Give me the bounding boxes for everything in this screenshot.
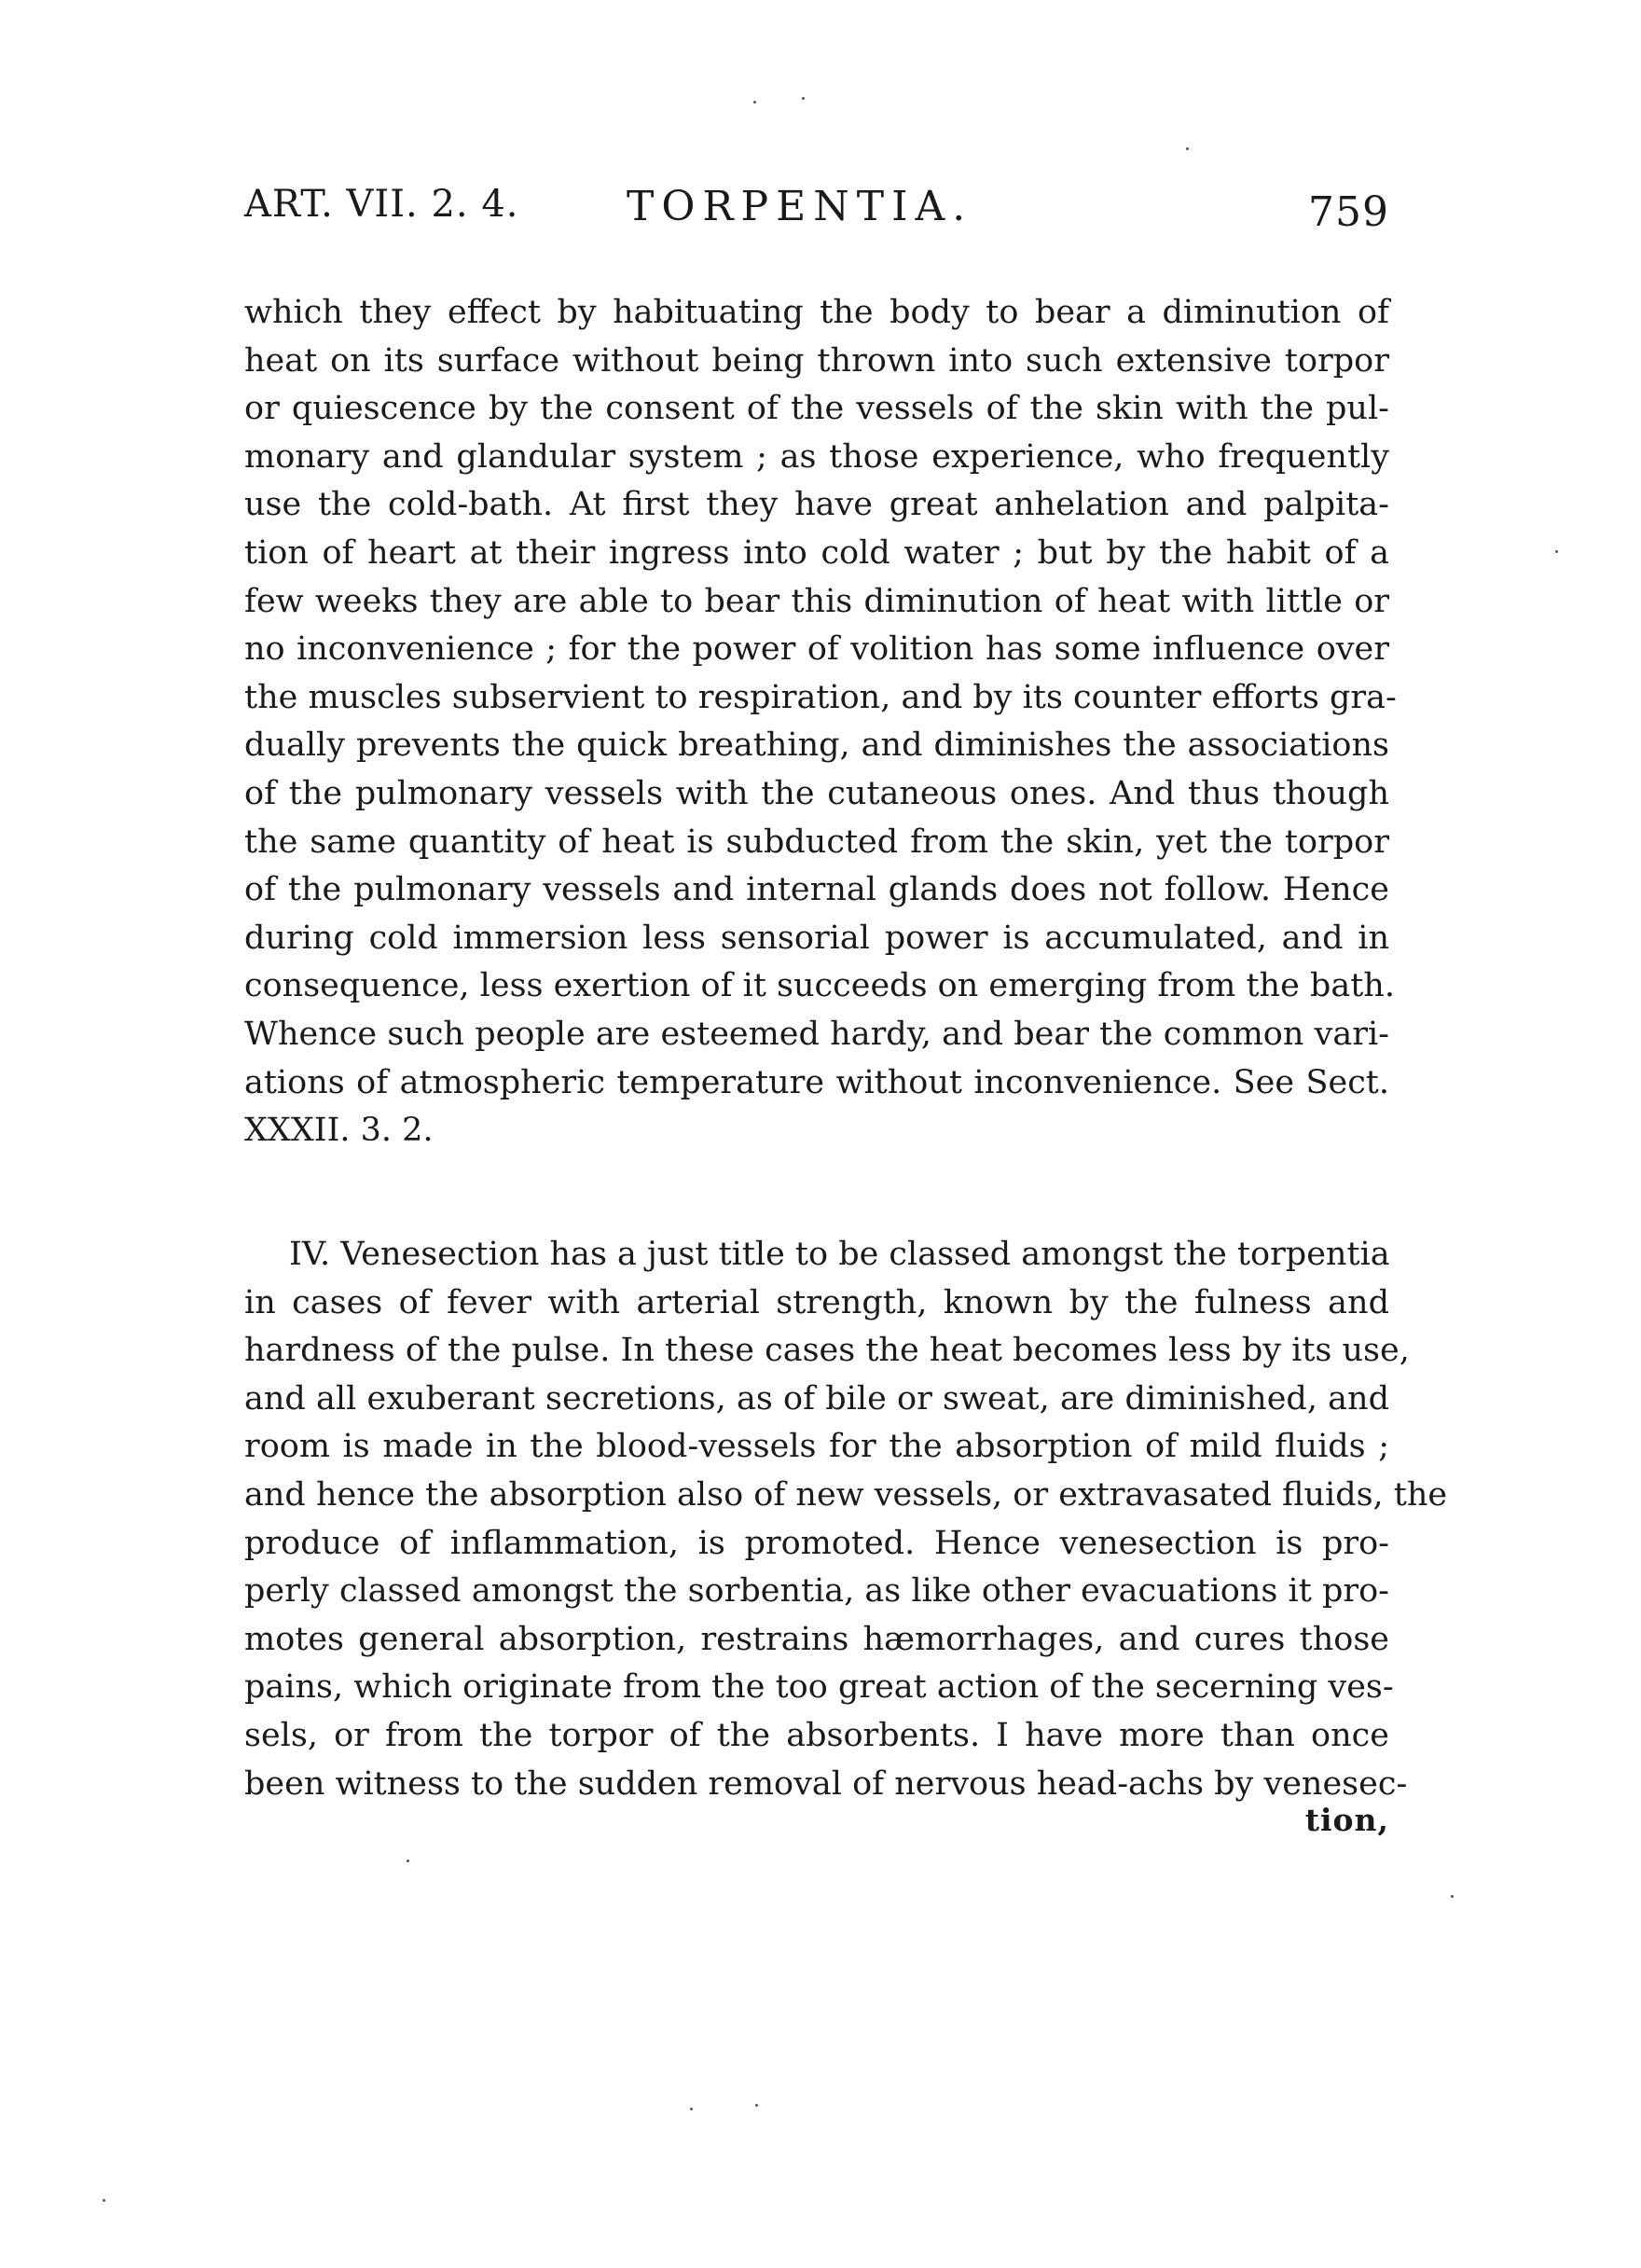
text-line: room is made in the blood-vessels for the absorption of mild fluids ;	[244, 1428, 1389, 1466]
text-line: tion of heart at their ingress into cold water ; but by the habit of a	[244, 533, 1389, 572]
scan-speck	[755, 2104, 758, 2107]
text-line: use the cold-bath. At first they have great anhelation and palpita-	[244, 486, 1389, 524]
catchword: tion,	[1304, 1802, 1389, 1838]
text-line: ations of atmospheric temperature without inconvenience. See Sect.	[244, 1063, 1389, 1101]
text-line: the muscles subservient to respiration, and by its counter efforts gra-	[244, 678, 1397, 716]
scan-speck	[407, 1860, 409, 1862]
header-title: TORPENTIA.	[627, 183, 973, 230]
running-header	[244, 183, 1389, 257]
text-line: in cases of fever with arterial strength, known by the fulness and	[244, 1283, 1389, 1321]
page-number: 759	[1308, 188, 1389, 236]
text-line: perly classed amongst the sorbentia, as like other evacuations it pro-	[244, 1572, 1389, 1611]
scan-speck	[103, 2199, 105, 2202]
text-line: heat on its surface without being thrown into such extensive torpor	[244, 341, 1389, 380]
scan-speck	[1186, 147, 1189, 150]
text-line: monary and glandular system ; as those experience, who frequently	[244, 437, 1389, 476]
text-line: and hence the absorption also of new vessels, or extravasated fluids, the	[244, 1475, 1448, 1514]
text-line: produce of inflammation, is promoted. Hence venesection is pro-	[244, 1524, 1389, 1562]
text-line: or quiescence by the consent of the vessels of the skin with the pul-	[244, 390, 1389, 428]
scan-speck	[1555, 550, 1558, 553]
scan-speck	[690, 2108, 693, 2110]
scan-speck	[802, 97, 805, 100]
text-line: and all exuberant secretions, as of bile or sweat, are diminished, and	[244, 1379, 1389, 1418]
text-line: motes general absorption, restrains hæmorrhages, and cures those	[244, 1620, 1389, 1658]
paragraph-1	[244, 289, 1397, 1155]
text-line: of the pulmonary vessels with the cutaneous ones. And thus though	[244, 774, 1389, 812]
text-line: been witness to the sudden removal of nervous head-achs by venesec-	[244, 1764, 1408, 1803]
text-line: sels, or from the torpor of the absorbents. I have more than once	[244, 1716, 1389, 1754]
text-line: during cold immersion less sensorial power is accumulated, and in	[244, 919, 1389, 957]
text-line: few weeks they are able to bear this diminution of heat with little or	[244, 582, 1389, 620]
text-line: pains, which originate from the too great action of the secerning ves-	[244, 1668, 1394, 1707]
text-line: of the pulmonary vessels and internal glands does not follow. Hence	[244, 871, 1389, 909]
text-line: Whence such people are esteemed hardy, and bear the common vari-	[244, 1015, 1389, 1053]
text-line: hardness of the pulse. In these cases the heat becomes less by its use,	[244, 1332, 1410, 1370]
text-line: IV. Venesection has a just title to be classed amongst the torpentia	[289, 1236, 1390, 1273]
scan-speck	[1451, 1895, 1454, 1898]
scan-speck	[753, 101, 756, 104]
text-line: consequence, less exertion of it succeeds on emerging from the bath.	[244, 967, 1395, 1005]
text-line: XXXII. 3. 2.	[244, 1112, 434, 1150]
text-line: which they effect by habituating the body to bear a diminution of	[244, 294, 1389, 331]
header-section-ref: ART. VII. 2. 4.	[244, 183, 519, 226]
text-line: dually prevents the quick breathing, and diminishes the associations	[244, 726, 1389, 765]
text-line: the same quantity of heat is subducted from the skin, yet the torpor	[244, 823, 1389, 861]
paragraph-2	[244, 1231, 1448, 1808]
text-line: no inconvenience ; for the power of volition has some influence over	[244, 630, 1389, 669]
